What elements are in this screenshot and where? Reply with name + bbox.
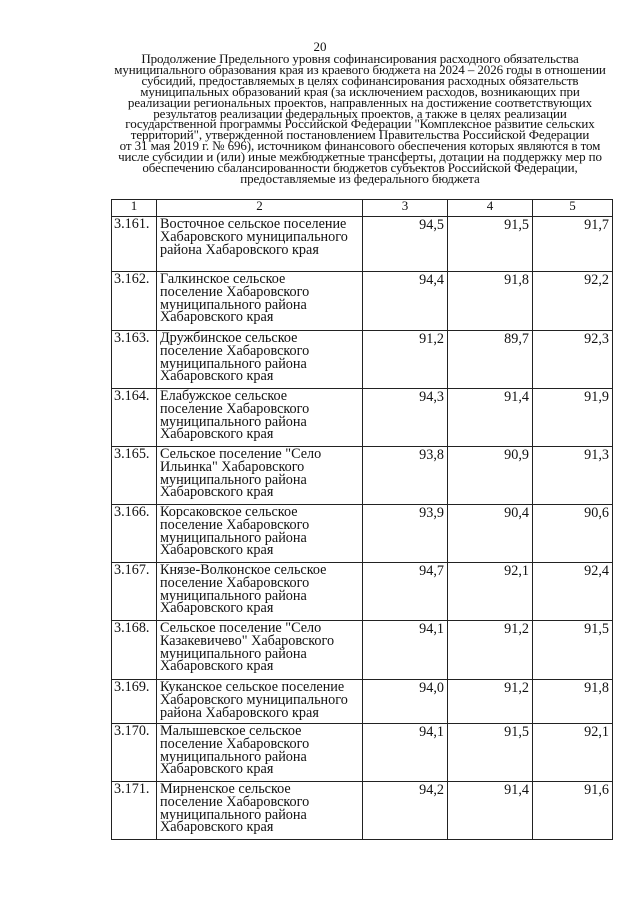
table-row (112, 331, 613, 389)
heading-line: числе субсидии и (или) иные межбюджетные трансферты, дотации на поддержку мер по (118, 149, 602, 165)
heading-line: обеспечению сбалансированности бюджетов субъектов Российской Федерации, (142, 160, 578, 176)
table-row (112, 782, 613, 840)
value-cell-col5: 92,1 (533, 724, 613, 782)
value-cell-col3: 94,7 (363, 563, 448, 621)
value-cell-col5: 91,6 (533, 782, 613, 840)
settlement-name (157, 724, 363, 782)
table-row (112, 217, 613, 272)
settlement-name-line: района Хабаровского края (160, 241, 319, 258)
settlement-name-line: поселение Хабаровского (160, 283, 310, 300)
heading-line: субсидий, предоставляемых в целях софинансирования расходных обязательств (141, 72, 579, 88)
row-number: 3.165. (112, 447, 157, 505)
table-row (112, 621, 613, 680)
settlement-name-line: Мирненское сельское (160, 781, 291, 797)
settlement-name-line: муниципального района (160, 748, 307, 765)
value-cell-col5: 91,9 (533, 389, 613, 447)
table-row (112, 389, 613, 447)
settlement-name-line: Сельское поселение "Село (160, 446, 322, 462)
value-cell-col5: 92,4 (533, 563, 613, 621)
row-number: 3.162. (112, 272, 157, 331)
settlement-name-line: Галкинское сельское (160, 271, 286, 287)
settlement-name-line: муниципального района (160, 296, 307, 313)
settlement-name-line: района Хабаровского края (160, 704, 319, 721)
settlement-name-line: Хабаровского муниципального (160, 228, 348, 245)
heading-line: государственной программы Российской Федерации "Комплексное развитие сельских (125, 116, 595, 132)
settlement-name (157, 447, 363, 505)
table-row (112, 272, 613, 331)
table-row (112, 447, 613, 505)
header-cell-2: 2 (157, 200, 363, 217)
header-cell-5: 5 (533, 200, 613, 217)
header-cell-4: 4 (448, 200, 533, 217)
value-cell-col4: 90,4 (448, 505, 533, 563)
value-cell-col5: 92,3 (533, 331, 613, 389)
row-number: 3.167. (112, 563, 157, 621)
settlement-name-line: Ильинка" Хабаровского (160, 458, 305, 475)
row-number: 3.166. (112, 505, 157, 563)
settlement-name-line: Восточное сельское поселение (160, 216, 347, 232)
settlement-name-line: Малышевское сельское (160, 723, 302, 739)
row-number: 3.169. (112, 680, 157, 724)
value-cell-col3: 94,0 (363, 680, 448, 724)
settlement-name-line: Хабаровского края (160, 761, 274, 778)
value-cell-col4: 91,2 (448, 680, 533, 724)
settlement-name-line: Казакевичево" Хабаровского (160, 632, 335, 649)
settlement-name-line: муниципального района (160, 806, 307, 823)
heading-line: муниципального образования края из краевого бюджета на 2024 – 2026 годы в отношении (114, 61, 606, 77)
value-cell-col3: 94,2 (363, 782, 448, 840)
value-cell-col3: 91,2 (363, 331, 448, 389)
value-cell-col4: 90,9 (448, 447, 533, 505)
settlement-name (157, 563, 363, 621)
value-cell-col3: 93,8 (363, 447, 448, 505)
value-cell-col4: 92,1 (448, 563, 533, 621)
value-cell-col3: 94,4 (363, 272, 448, 331)
value-cell-col4: 91,4 (448, 389, 533, 447)
value-cell-col3: 94,1 (363, 724, 448, 782)
settlement-name-line: Князе-Волконское сельское (160, 562, 327, 578)
value-cell-col5: 91,3 (533, 447, 613, 505)
settlement-name-line: поселение Хабаровского (160, 735, 310, 752)
settlement-name-line: муниципального района (160, 529, 307, 546)
settlement-name-line: муниципального района (160, 413, 307, 430)
table-row (112, 680, 613, 724)
value-cell-col3: 94,3 (363, 389, 448, 447)
table-row (112, 505, 613, 563)
settlement-name-line: Корсаковское сельское (160, 504, 298, 520)
settlement-name-line: Хабаровского муниципального (160, 691, 348, 708)
row-number: 3.163. (112, 331, 157, 389)
value-cell-col4: 91,8 (448, 272, 533, 331)
settlement-name-line: поселение Хабаровского (160, 574, 310, 591)
page-number: 20 (313, 39, 327, 54)
heading-line: результатов реализации федеральных проектов, а также в целях реализации (153, 105, 567, 121)
settlement-name (157, 680, 363, 724)
settlement-name-line: Хабаровского края (160, 309, 274, 326)
document-heading (100, 51, 620, 186)
value-cell-col5: 91,7 (533, 217, 613, 272)
settlement-name-line: Хабаровского края (160, 484, 274, 501)
value-cell-col3: 94,1 (363, 621, 448, 680)
value-cell-col5: 90,6 (533, 505, 613, 563)
settlement-name-line: Хабаровского края (160, 542, 274, 559)
heading-line: реализации региональных проектов, направленных на достижение соответствующих (127, 94, 593, 110)
value-cell-col4: 91,4 (448, 782, 533, 840)
settlement-name (157, 331, 363, 389)
value-cell-col4: 91,5 (448, 724, 533, 782)
settlement-name-line: Хабаровского края (160, 658, 274, 675)
settlement-name-line: муниципального района (160, 471, 307, 488)
heading-line: от 31 мая 2019 г. № 696), источником финансового обеспечения которых являются в том (119, 138, 601, 154)
value-cell-col5: 91,8 (533, 680, 613, 724)
table-row (112, 563, 613, 621)
settlement-name-line: Сельское поселение "Село (160, 620, 322, 636)
value-cell-col4: 91,5 (448, 217, 533, 272)
heading-line: Продолжение Предельного уровня софинансирования расходного обязательства (141, 51, 579, 66)
settlement-name-line: Хабаровского края (160, 426, 274, 443)
settlement-name-line: поселение Хабаровского (160, 516, 310, 533)
settlement-name-line: муниципального района (160, 355, 307, 372)
row-number: 3.168. (112, 621, 157, 680)
settlement-name-line: поселение Хабаровского (160, 793, 310, 810)
header-cell-3: 3 (363, 200, 448, 217)
settlement-name-line: Куканское сельское поселение (160, 679, 345, 695)
table-row (112, 724, 613, 782)
settlement-name (157, 505, 363, 563)
value-cell-col4: 89,7 (448, 331, 533, 389)
value-cell-col3: 93,9 (363, 505, 448, 563)
row-number: 3.171. (112, 782, 157, 840)
settlement-name-line: Хабаровского края (160, 368, 274, 385)
value-cell-col3: 94,5 (363, 217, 448, 272)
settlement-name-line: Хабаровского края (160, 819, 274, 836)
settlement-name-line: Елабужское сельское (160, 388, 288, 404)
settlement-name (157, 272, 363, 331)
settlement-name-line: муниципального района (160, 587, 307, 604)
table-header-row (112, 200, 613, 217)
settlement-name (157, 217, 363, 272)
settlement-name-line: Хабаровского края (160, 600, 274, 617)
heading-line: территорий", утвержденной постановлением Правительства Российской Федерации (130, 127, 590, 143)
settlement-name (157, 621, 363, 680)
heading-line: предоставляемые из федерального бюджета (240, 170, 480, 186)
settlement-name-line: поселение Хабаровского (160, 342, 310, 359)
header-cell-1: 1 (112, 200, 157, 217)
settlement-name (157, 782, 363, 840)
row-number: 3.164. (112, 389, 157, 447)
settlement-name-line: муниципального района (160, 645, 307, 662)
settlement-name-line: поселение Хабаровского (160, 400, 310, 417)
value-cell-col5: 92,2 (533, 272, 613, 331)
value-cell-col4: 91,2 (448, 621, 533, 680)
value-cell-col5: 91,5 (533, 621, 613, 680)
heading-line: муниципальных образований края (за исключением расходов, возникающих при (140, 83, 580, 99)
settlement-name-line: Дружбинское сельское (160, 330, 298, 346)
row-number: 3.161. (112, 217, 157, 272)
subsidy-table (111, 199, 613, 840)
row-number: 3.170. (112, 724, 157, 782)
settlement-name (157, 389, 363, 447)
